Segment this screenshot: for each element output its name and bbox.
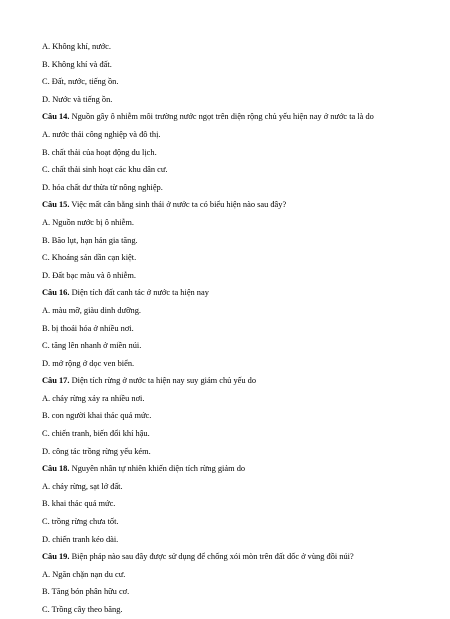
question-line — [42, 108, 442, 126]
question-line — [42, 372, 442, 390]
question-number: Câu 19. — [42, 552, 70, 562]
answer-option — [42, 161, 442, 179]
answer-option-text: C. trồng rừng chưa tốt. — [42, 517, 119, 527]
answer-option — [42, 91, 442, 109]
answer-option-text: B. khai thác quá mức. — [42, 499, 116, 509]
answer-option-text: D. chiến tranh kéo dài. — [42, 534, 119, 544]
answer-option — [42, 56, 442, 74]
question-text: Nguyên nhân tự nhiên khiến diện tích rừng giảm do — [69, 464, 246, 474]
answer-option-text: B. Tăng bón phân hữu cơ. — [42, 587, 130, 597]
question-text: Diện tích đất canh tác ở nước ta hiện nay — [69, 288, 209, 298]
answer-option — [42, 583, 442, 601]
answer-option-text: C. chất thải sinh hoạt các khu dân cư. — [42, 165, 168, 175]
answer-option — [42, 179, 442, 197]
answer-option-text: C. Khoáng sản dần cạn kiệt. — [42, 253, 137, 263]
question-line — [42, 196, 442, 214]
answer-option-text: D. công tác trồng rừng yếu kém. — [42, 446, 151, 456]
answer-option — [42, 601, 442, 619]
answer-option-text: C. chiến tranh, biến đổi khí hậu. — [42, 429, 150, 439]
question-number: Câu 16. — [42, 288, 70, 298]
answer-option — [42, 144, 442, 162]
answer-option-text: A. nước thải công nghiệp và đô thị. — [42, 129, 161, 139]
answer-option-text: B. con người khai thác quá mức. — [42, 411, 152, 421]
answer-option — [42, 443, 442, 461]
answer-option — [42, 214, 442, 232]
answer-option — [42, 302, 442, 320]
answer-option-text: A. cháy rừng xảy ra nhiều nơi. — [42, 393, 145, 403]
answer-option — [42, 126, 442, 144]
answer-option-text: C. Đất, nước, tiếng ồn. — [42, 77, 119, 87]
question-number: Câu 14. — [42, 112, 70, 122]
answer-option — [42, 531, 442, 549]
question-number: Câu 15. — [42, 200, 70, 210]
answer-option — [42, 495, 442, 513]
answer-option — [42, 38, 442, 56]
answer-option-text: A. Không khí, nước. — [42, 42, 111, 51]
answer-option-text: A. Ngăn chặn nạn du cư. — [42, 569, 126, 579]
question-text: Nguồn gây ô nhiễm môi trường nước ngọt trên diện rộng chủ yếu hiện nay ở nước ta là do — [69, 112, 374, 122]
answer-option-text: A. màu mỡ, giàu dinh dưỡng. — [42, 305, 141, 315]
answer-option-text: C. Trồng cây theo băng. — [42, 605, 123, 614]
answer-option — [42, 320, 442, 338]
answer-option-text: B. chất thải của hoạt động du lịch. — [42, 147, 157, 157]
answer-option-text: B. Bão lụt, hạn hán gia tăng. — [42, 235, 138, 245]
answer-option — [42, 73, 442, 91]
answer-option — [42, 337, 442, 355]
question-text: Diện tích rừng ở nước ta hiện nay suy giảm chủ yếu do — [69, 376, 257, 386]
answer-option — [42, 355, 442, 373]
answer-option-text: B. bị thoái hóa ở nhiều nơi. — [42, 323, 134, 333]
answer-option — [42, 513, 442, 531]
answer-option — [42, 407, 442, 425]
answer-option — [42, 566, 442, 584]
answer-option-text: D. hóa chất dư thừa từ nông nghiệp. — [42, 182, 163, 192]
answer-option-text: A. Nguồn nước bị ô nhiễm. — [42, 217, 135, 227]
answer-option-text: D. Nước và tiếng ồn. — [42, 94, 113, 104]
answer-option — [42, 267, 442, 285]
question-list — [42, 38, 442, 619]
answer-option-text: D. mở rộng ở dọc ven biển. — [42, 358, 135, 368]
answer-option — [42, 249, 442, 267]
answer-option-text: B. Không khí và đất. — [42, 59, 112, 69]
answer-option-text: A. cháy rừng, sạt lở đất. — [42, 481, 123, 491]
answer-option — [42, 390, 442, 408]
question-text: Biện pháp nào sau đây được sử dụng để chống xói mòn trên đất dốc ở vùng đồi núi? — [69, 552, 354, 562]
question-line — [42, 284, 442, 302]
answer-option — [42, 232, 442, 250]
answer-option-text: C. tăng lên nhanh ở miền núi. — [42, 341, 142, 351]
question-line — [42, 548, 442, 566]
question-text: Việc mất cân bằng sinh thái ở nước ta có biểu hiện nào sau đây? — [69, 200, 287, 210]
question-number: Câu 17. — [42, 376, 70, 386]
question-line — [42, 460, 442, 478]
answer-option-text: D. Đất bạc màu và ô nhiễm. — [42, 270, 136, 280]
question-number: Câu 18. — [42, 464, 70, 474]
answer-option — [42, 425, 442, 443]
answer-option — [42, 478, 442, 496]
